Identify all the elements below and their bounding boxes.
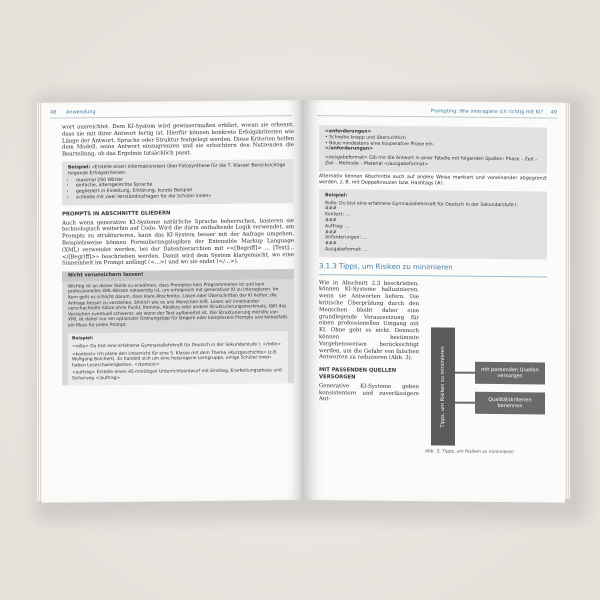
risk-paragraph: Wie in Abschnitt 2.3 beschrieben, können KI-Systeme halluzinieren, wenn sie Antworten liefern. Die kritische Überprüfung durch den Menschen bleibt daher eine grundlegende Voraussetzung für einen professionellen Umgang mit KI. Ohne geht es nicht. Dennoch können bestimmte Vorgehensweisen berücksichtigt werden, um die Gefahr von falschen Antworten zu reduzieren (Abb. 3). bbox=[319, 279, 419, 362]
left-body bbox=[62, 122, 294, 390]
xml-line: <auftrag> Erstelle einen 45-minütigen Unterrichtsentwurf mit Einstieg, Erarbeitungsphase und Sicherung </auftrag> bbox=[72, 368, 282, 382]
section-paragraph: Auch wenn generative KI-Systeme natürliche Sprache beherrschen, basieren sie technologisch weiterhin auf Code. Wird die darin enthaltende Logik verwendet, um Prompts zu strukturieren, kann das KI-System besser mit der Anfrage umgehen. Beispielsweise können Formulierungslogiken der Extensible Markup Language (XML) verwendet werden, bei der Datenhierarchien mit «<[Begriff]> ... [Text]...</[Begriff]>» beschrieben werden. Damit wird dem System klargemacht, wo eine Sinneinheit im Prompt anfängt (<...>) und wo sie endet (</...>). bbox=[62, 217, 294, 267]
list-item: • gegliedert in Einleitung, Erklärung, kurzes Beispiel bbox=[76, 187, 288, 195]
sub-heading: MIT PASSENDEN QUELLEN VERSORGEN bbox=[319, 367, 397, 381]
right-page bbox=[305, 100, 565, 503]
hash-line: Rolle: Du bist eine erfahrene Gymnasiallehrkraft für Deutsch in der Sekundarstufe I. bbox=[325, 200, 518, 208]
xml-line: <kontext> Ich plane den Unterricht für eine 5. Klasse mit dem Thema »Kurzgeschichte« (z.B. Wolfgang Borchert). Es handelt sich um eine heterogene Lerngruppe, einige Schüler:innen haben Leseschwierigkeiten. </kontext> bbox=[72, 349, 278, 369]
note-box bbox=[62, 269, 294, 385]
intro-paragraph: wort ausreichtet. Dem KI-System wird gewissermaßen erklärt, woran sie erkennt, dass sie mit ihrer Antwort fertig ist. Hierfür können konkrete Erfolgskriterien wie Länge der Antwort, Sprache oder Struktur festgelegt werden. Diese Kriterien helfen dem Modell, seine Antwort einzugrenzen und sie erleichtern den Nutzenden die Beurteilung, ob das Ergebnis tatsächlich passt. bbox=[62, 122, 294, 158]
list-item: • einfache, altersgerechte Sprache bbox=[76, 182, 288, 190]
hash-line: ### bbox=[325, 206, 337, 212]
xml-line: <rolle> Du bist eine erfahrene Gymnasiallehrkraft für Deutsch in der Sekundarstufe I. </rolle> bbox=[72, 342, 281, 350]
note-title: Nicht verunsichern lassen! bbox=[62, 269, 294, 281]
list-item: • schließe mit zwei Verständnisfragen für die Schüler:innen» bbox=[76, 193, 288, 201]
criteria-list bbox=[68, 176, 288, 201]
xml-line: • Baue mindestens eine kooperative Phase ein. bbox=[325, 140, 435, 147]
right-page-number: 49 bbox=[550, 109, 557, 116]
hash-line: Auftrag: ... bbox=[325, 223, 350, 230]
xml-example-box bbox=[68, 332, 288, 385]
hash-line: Kontext: ... bbox=[325, 212, 350, 218]
example-label: Beispiel: bbox=[68, 165, 91, 171]
alternative-paragraph: Alternativ können Abschnitte auch auf andere Weise markiert und voneinander abgegrenzt werden, z. B. mit Doppelkreuzen bzw. Hashtags (#). bbox=[319, 173, 547, 187]
header-rule bbox=[50, 115, 292, 119]
left-page-number: 48 bbox=[50, 109, 57, 116]
figure-vertical-label: Tipps, um Risiken zu minimieren bbox=[440, 345, 446, 428]
figure-connector bbox=[455, 372, 475, 374]
sources-paragraph: Generative KI-Systeme geben konsistentere und zuverlässigere Ant- bbox=[319, 382, 419, 403]
left-column-text bbox=[319, 280, 419, 405]
example-text: »Erstelle einen Informationstext über Fotosynthese für die 7. Klasse! Berücksichtige folgende Erfolgskriterien: bbox=[68, 163, 286, 177]
section-heading: PROMPTS IN ABSCHNITTE GLIEDERN bbox=[62, 210, 171, 218]
hash-line: Anforderungen: ... bbox=[325, 235, 367, 242]
prompt-box-hashtags bbox=[319, 189, 547, 259]
list-item: • maximal 250 Wörter bbox=[76, 176, 288, 184]
hash-line: ### bbox=[325, 241, 337, 247]
xml-line: </anforderungen> bbox=[325, 146, 374, 153]
note-text: Wichtig ist an dieser Stelle zu erwähnen, dass Prompten kein Programmieren ist und kein professionelles XML-Wissen notwendig ist, um erfolgreich mit generativer KI zu interagieren. Im Kern geht es schlicht darum, dass klare Abschnitte, Listen oder Überschriften der KI helfen, die Anfrage besser zu verstehen, ähnlich wie es uns Menschen hilft. Lesen wir inneinander verschachtelte Sätze ohne Punkt, Komma, Absätze oder andere Strukturierungsmerkmale, fällt das Verstehen eventuell schwerer, als wenn der Text aufbereitet ist. Die Strukturierung mithilfe von XML ist daher nur ein optionaler Ordnungstipp für längere oder komplexere Prompts und keinesfalls ein Muss für jeden Prompt. bbox=[68, 282, 288, 329]
example-box-1 bbox=[62, 159, 294, 205]
left-running-head: Anwendung bbox=[66, 109, 96, 116]
figure-box-sources: mit passenden Quellen versorgen bbox=[475, 362, 545, 385]
xml-line: • Schreibe knapp und übersichtlich bbox=[325, 135, 406, 141]
hash-line: ### bbox=[325, 229, 337, 235]
section-heading-313: 3.1.3 Tipps, um Risiken zu minimieren bbox=[319, 261, 453, 272]
figure-caption: Abb. 3: Tipps, um Risiken zu minimieren bbox=[425, 449, 514, 456]
figure-3 bbox=[425, 327, 551, 460]
section-rule bbox=[319, 274, 547, 277]
right-running-head: Prompting: Wie interagiere ich richtig mit KI? bbox=[430, 108, 543, 116]
xml-line: <ausgabeformat> Gib mir die Antwort in einer Tabelle mit folgenden Spalten: Phase – Zeit – Ziel – Methode – Material </ausgabeformat> bbox=[325, 155, 538, 168]
prompt-box-requirements bbox=[319, 125, 547, 173]
figure-connector bbox=[455, 402, 475, 404]
header-rule bbox=[317, 115, 557, 119]
xml-line: <anforderungen> bbox=[325, 129, 372, 135]
hash-line: Ausgabeformat: ... bbox=[325, 247, 368, 253]
left-page bbox=[42, 100, 304, 503]
xml-example-label: Beispiel: bbox=[72, 336, 94, 342]
example-label: Beispiel: bbox=[325, 192, 348, 199]
figure-box-criteria: Qualitätskriterien benennen bbox=[475, 392, 545, 415]
hash-line: ### bbox=[325, 218, 337, 224]
